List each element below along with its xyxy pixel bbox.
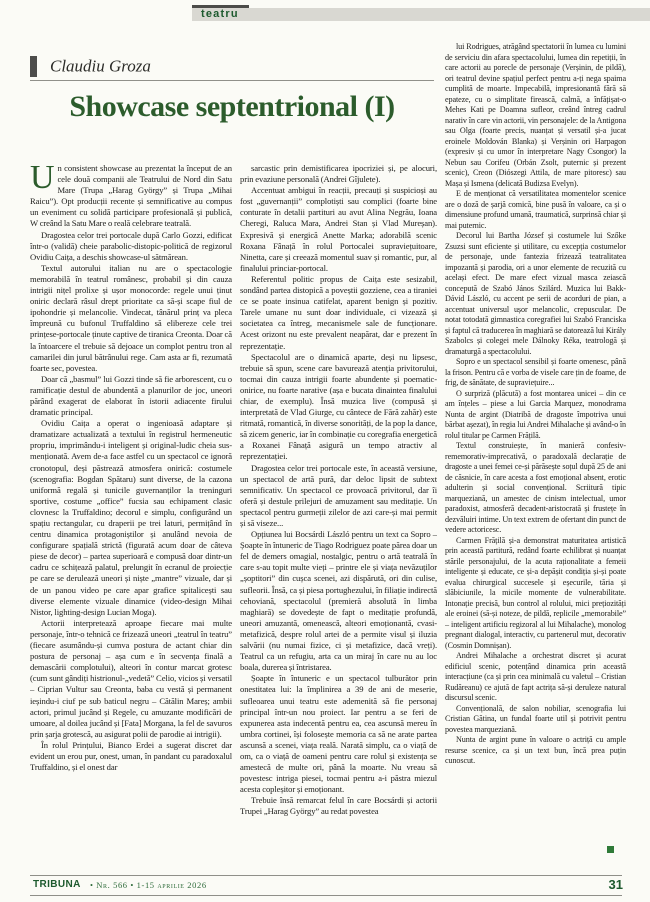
lead-paragraph — [30, 163, 232, 230]
paragraph: Spectacolul are o dinamică aparte, deși nu lipsesc, trebuie să spun, scene care bavurează atenția privitorului, tocmai din cauza intrigii foarte abundente și poematic-onirice, nu foarte narative (așa e bucata dinaintea finalului chiar, de exemplu). Însă muzica live (compusă și interpretată de Vlad Giurge, cu cântece de Fără zahăr) este ritmată, romantică, în diverse sonorități, de la pop la dance, să zicem generic, iar în combinație cu coregrafia energetică a Roxanei Fânață asigură un tempo atractiv al reprezentației. — [240, 351, 437, 462]
byline-rule — [30, 80, 434, 81]
paragraph: Trebuie însă remarcat felul în care Bocsárdi și actorii Trupei „Harag György” au redat povestea — [240, 795, 437, 817]
author-name: Claudiu Groza — [50, 56, 151, 76]
paragraph: Nunta de argint pune în valoare o actriță cu ample resurse scenice, ca și un text bun, încă prea puțin cunoscut. — [445, 735, 626, 765]
issue-info: • Nr. 566 • 1-15 aprilie 2026 — [90, 880, 207, 890]
paragraph: Carmen Frățilă și-a demonstrat maturitatea artistică prin această partitură, redând foarte echilibrat și nuanțat stările personajului, de la acuta raționalitate a femeii inteligente și educate, ce și-a depășit condiția și-și poate evalua chirurgical succesele și eșecurile, tăria și slăbiciunile, la micile momente de vulnerabilitate. Intonație precisă, bun control al rolului, mici prețiozități ale eroinei (să-și noteze, de pildă, replicile „memorabile” – inteligent artificiu regizoral al lui Mihalache), monolog pregnant dialogal, interactiv, cu partenerul mut, decorativ (Cosmin Domnișan). — [445, 535, 626, 650]
paragraph: Dragostea celor trei portocale este, în această versiune, un spectacol de artă pură, dar deloc lipsit de subtext semnificativ. Un spectacol ce provoacă privitorul, dar îi oferă și destule prilejuri de amuzament sau meditație. Un spectacol pentru gurmeții zilelor de azi care-și mai permit și să viseze... — [240, 462, 437, 528]
paragraph: Opțiunea lui Bocsárdi László pentru un text ca Sopro – Șoapte în întuneric de Tiago Rodriguez poate părea doar un fel de demers omagial, nostalgic, pentru o artă teatrală în care s-au topit multe vieți – printre ele și viața nevăzuților „șoptitori” din cușca scenei, azi dispărută, ori din culise, sufleorii. Însă, ca și piesa portughezului, în filiație indirectă cehoviană, spectacolul (premieră absolută în limba maghiară) se dovedește de fapt o meditație profundă, uneori amuzantă, omenească, alteori emoționantă, cvasi-metafizică, despre rolul artei de a permite visul și iluzia salvării (nu numai fizice, ci și metafizice, dacă vreți). Teatrul ca un refugiu, arta ca un miraj în care nu au loc boala, durerea și întristarea. — [240, 529, 437, 673]
byline — [30, 56, 151, 78]
section-band — [192, 8, 650, 21]
footer-rule-top — [30, 875, 622, 876]
byline-bar — [30, 56, 37, 77]
paragraph: Sopro e un spectacol sensibil și foarte omenesc, până la frison. Pentru că e vorba de visele care țin de foame, de frig, de sănătate, de supraviețuire... — [445, 357, 626, 387]
paragraph: Textul construiește, în manieră confesiv-rememorativ-imprecativă, o paradoxală declarație de dragoste a unei femei ce-și părăsește soțul după 25 de ani de căsnicie, în care acesta a fost emoțional absent, erotic adulterin și social convențional. Scriitură tipic marqueziană, un amestec de cinism intelectual, umor paradoxist, atmosferă decadent-aristocrată și frustețe în dezvăluiri intime. Un text extrem de ofertant din punct de vedere actoricesc. — [445, 441, 626, 534]
dropcap: U — [30, 163, 55, 196]
paragraph: Șoapte în întuneric e un spectacol tulburător prin onestitatea lui: la împlinirea a 39 de ani de meserie, sufleoarea unui teatru este ademenită să fie personaj principal într-un nou proiect. Iar pentru a se feri de expunerea asta indecentă pentru ea, cea ascunsă mereu în umbra cortinei, își folosește memoria ca să ne arate partea ascunsă a scenei, viața reală. Narată simplu, ca o viață de om, ca o viață de oameni pentru care rolul și existența se amestecă de multe ori, până la moarte. Nu vreau să povestesc intriga piesei, tocmai pentru a-i păstra miezul acesta copleșitor și emoționant. — [240, 673, 437, 795]
column-left-paragraphs — [30, 230, 232, 774]
paragraph: Doar că „basmul” lui Gozzi tinde să fie arborescent, cu o ramificație destul de abundentă a planurilor de joc, uneori părând exagerat de elaborat în istorii adiacente firului dramatic principal. — [30, 373, 232, 418]
article-endmark-square — [607, 846, 614, 853]
footer-rule-bottom — [30, 895, 622, 896]
paragraph: Dragostea celor trei portocale după Carlo Gozzi, edificat într-o (validă) cheie parabolic-distopic-politică de regizorul Ovidiu Caița, a deschis showcase-ul sătmărean. — [30, 229, 232, 262]
paragraph: Accentuat ambigui în reacții, precauți și suspicioși au fost „guvernanții” complotiști sau complici (foarte bine conturate în detalii partituri au avut Alina Negrău, Ioana Cheregi, Raluca Mara, Andrei Stan și Vlad Mureșan). Expresivă și energică Anette Marka; adorabilă scenic Roxana Fânață în rolul Portocalei supraviețuitoare, Ninetta, care și creează momentul suav și romantic, pur, al finalului princiar-portocal. — [240, 185, 437, 273]
paragraph: Referentul politic propus de Caița este sesizabil, sondând partea distopică a poveștii gozziene, cea a tiraniei ce se poate insinua catifelat, aparent benign și pozitiv. Tarele umane nu sunt doar individuale, ci vizează și societatea ca întreg, mecanismele sale de funcționare. Acest orizont nu este prevalent neapărat, dar e prezent în reprezentație. — [240, 273, 437, 351]
magazine-name: TRIBUNA — [33, 879, 81, 890]
paragraph: O surpriză (plăcută) a fost montarea unicei – din ce am înțeles – piese a lui Garcia Marquez, monodrama Nunta de argint (Diatribă de dragoste împotriva unui bărbat așezat), în regia lui Andrei Mihalache și având-o în rolul titular pe Carmen Frățilă. — [445, 388, 626, 440]
paragraph: Decorul lui Bartha József și costumele lui Szőke Zsuzsi sunt eficiente și utilitare, cu excepția costumelor de personaje, unde fantezia frizează teatralitatea impozantă și parodia, ori a unor elemente de recuzită cu același efect. De mare efect vizual masca zeiască concepută de Szabó János Szilárd. Muzica lui Bakk-Dávid László, cu accent pe serii de acorduri de pian, a accentuat universul ușor melancolic, crepuscular. De notat totodată gimnastica coregrafiei lui Szabó Franciska și faptul că traducerea în maghiară se datorează lui Király Szabolcs și colegei mele Dálnoky Réka, teatrologă și dramaturgă a spectacolului. — [445, 231, 626, 356]
paragraph: Textul autorului italian nu are o spectacologie memorabilă în teatrul românesc, probabil și din cauza intrigii nițel prolixe și ușor monocorde: regele unui ținut oniric declară râsul drept prioritate ca să-și scape fiul de ipohondrie și melancolie. Vindecat, tânărul prinț va pleca împreună cu bufonul Truffaldino să elibereze cele trei prințese-portocale ținute captive de tiranica Creonta. Doar că la întoarcere el trebuie să dejoace un complot pentru tron al camarilei din jurul bătrânului rege. Cam asta ar fi, rezumată foarte sec, povestea. — [30, 262, 232, 373]
column-right-paragraphs — [445, 42, 626, 767]
paragraph: lui Rodrigues, atrăgând spectatorii în lumea cu lumini de serviciu din afara spectacolului, lumea din repetiții, în care actorii au porecle de personaje (Verșinin, de pildă), ori teatrul devine spațiul perfect pentru a-ți nega spaima cumplită de moarte. Impecabilă, impresionantă fără să epateze, cu o simplitate firească, calmă, a înfățișat-o Mehes Kati pe Doamna sufleor, creând întreg cadrul narativ în care vin actorii, vin personajele: de la Antigona sau Olga (foarte precis, nuanțat și versatil și-a jucat eroinele Moldován Blanka) și Verșinin ori Harpagon (expresiv și cu umor în interpretare Nagy Csongor) la Nebun sau Corifeu (Orbán Zsolt, puternic și prezent scenic), Creon (Diószegi Attila, de mare pitoresc) sau Mașa și Ismena (delicată Budizsa Evelyn). — [445, 42, 626, 188]
article-title: Showcase septentrional (I) — [69, 90, 395, 123]
column-left — [30, 163, 232, 863]
paragraph: În rolul Prințului, Bianco Erdei a sugerat discret dar evident un erou pur, onest, uman, în pandant cu paradoxalul Truffaldino, și el onest dar — [30, 739, 232, 773]
section-label: teatru — [201, 8, 239, 20]
column-middle-paragraphs — [240, 163, 437, 818]
paragraph: Ovidiu Caița a operat o ingenioasă adaptare și dramatizare actualizată a textului în registrul hermeneutic propriu, imprimându-i inteligent și original-ludic cheia sus-menționată. Avem de-a face astfel cu un spectacol ce ignoră cronotopul, deși păstrează atmosfera onirică: costumele (scenografia: Bogdan Spătaru) sunt diverse, de la cazona uniformă regală și tunicile guvernanților la treninguri sportive, costume „office” fucsia sau echipament clasic clovnesc la Truffaldino; decorul e simplu, configurând un spațiu rectangular, cu draperii pe trei laturi, permițând în centru dinamica protagoniștilor și anulând nevoia de configurare spațială strictă (figurată acum doar de câteva piese de decor) – partea superioară e compusă doar dintr-un cadru ce schițează palatul, prelungit în ecranul de proiecție pe care se derulează uneori și niște „mantre” vizuale, dar și de un panou video pe care apar grafice spitalicești sau diverse elemente vizuale dinamice (video-design Mihai Nistor, lighting-design Lucian Moga). — [30, 418, 232, 617]
paragraph: E de menționat că versatilitatea momentelor scenice are o doză de șarjă comică, bine pusă în valoare, ca și o dimensiune profund umană, traumatică, surprinsă chiar și mai puternic. — [445, 189, 626, 230]
lead-text: n consistent showcase au prezentat la început de an cele două companii ale Teatrului de Nord din Satu Mare (Trupa „Harag György” și Trupa „Mihai Raicu”). Opt producții recente și semnificative au compus un eveniment cu solidă participare profesională și publică, W creând la Satu Mare o reală celebrare teatrală. — [30, 163, 232, 229]
paragraph: Convențională, de salon nobiliar, scenografia lui Cristian Gătina, un fundal foarte util și potrivit pentru povestea marqueziană. — [445, 703, 626, 734]
paragraph: sarcastic prin demistificarea ipocriziei și, pe alocuri, prin evaziune personală (Andrei Gîjulete). — [240, 163, 437, 185]
column-right — [445, 42, 626, 862]
column-middle — [240, 163, 437, 863]
paragraph: Andrei Mihalache a orchestrat discret și acurat edificiul scenic, potențând dinamica prin această interacțiune (ca și prin cea minimală cu valetul – Cristian Rudăreanu) ce ajută de fapt actrița să-și deruleze natural discursul scenic. — [445, 651, 626, 702]
page-number: 31 — [608, 877, 623, 892]
paragraph: Actorii interpretează aproape fiecare mai multe personaje, într-o tehnică ce frizează uneori „teatrul în teatru” (fiecare asumându-și cumva postura de actant chiar din postura de personaj – așa cum e în secvența finală a demascării complotului), alteori în contur marcat grotesc (cum sunt gândiți histrionul-„vedetă” Celio, vicios și versatil – Ciprian Vultur sau Creonta, baba cu vestă și permanent ieșindu-i ciuf pe sub baticul negru – Cătălin Mareș; ambii actori, primul jucând și Regele, cu amuzante modificări de umoare, al doilea jucând și [Fata] Morgana, la fel de savuros prin șarja grotescă, au asigurat polii de parodie ai intrigii). — [30, 617, 232, 739]
